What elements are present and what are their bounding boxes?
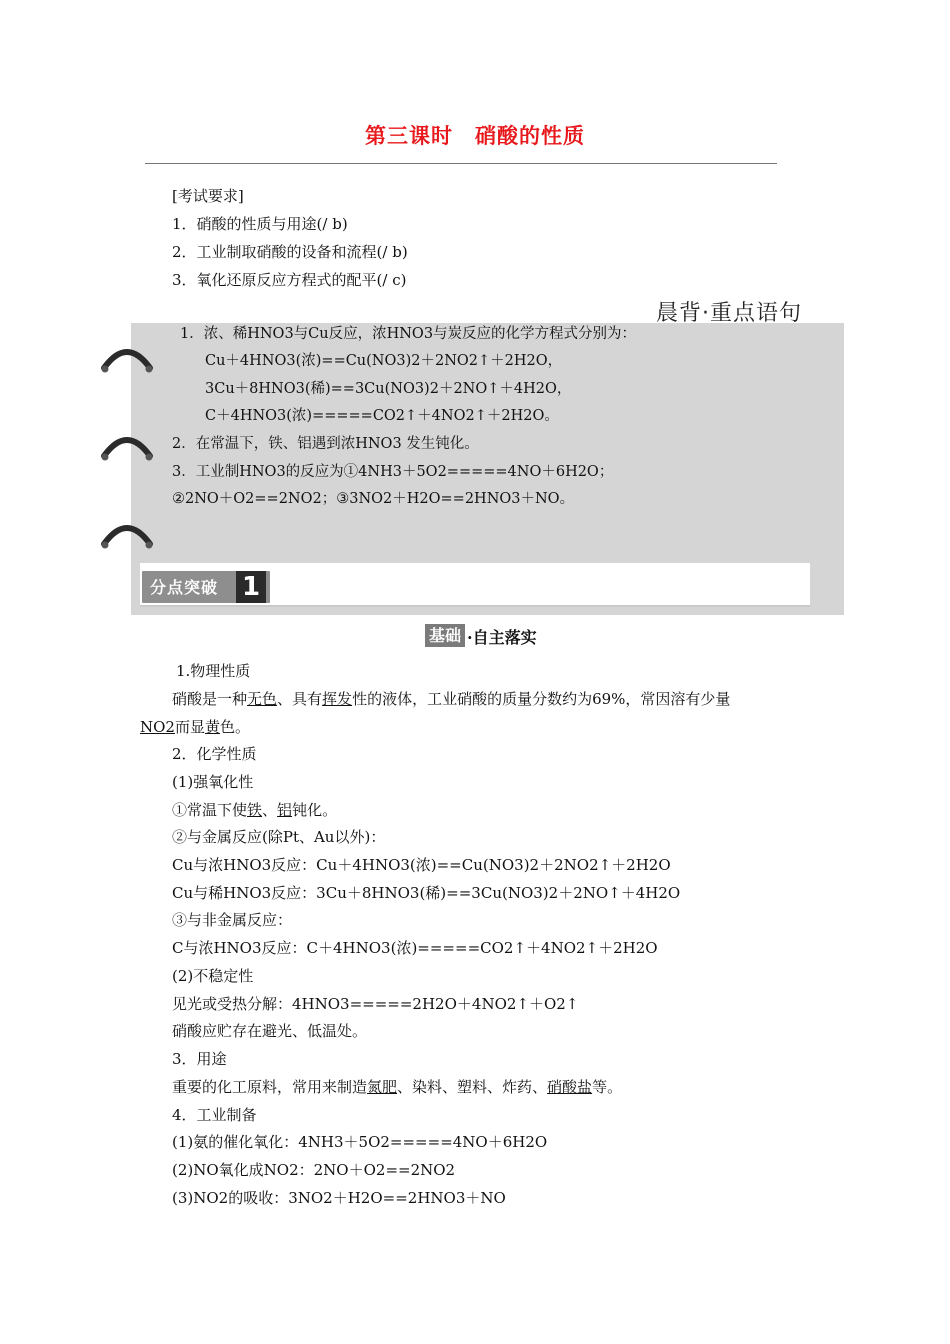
exam-requirement-item: 3．氧化还原反应方程式的配平(/ c) (172, 271, 407, 289)
subsection-title: ·自主落实 (467, 628, 537, 647)
page-title: 第三课时 硝酸的性质 (365, 123, 585, 148)
recite-line: ②2NO＋O2==2NO2；③3NO2＋H2O==2HNO3＋NO。 (172, 491, 575, 507)
nonmetal-reaction-heading: ③与非金属反应： (172, 911, 293, 929)
exam-requirement-item: 2．工业制取硝酸的设备和流程(/ b) (172, 243, 408, 261)
chemical-properties-heading: 2．化学性质 (172, 745, 257, 763)
storage-line: 硝酸应贮存在避光、低温处。 (172, 1022, 368, 1040)
subsection-badge: 基础 (425, 624, 465, 647)
binder-ring-icon (100, 342, 154, 382)
recite-line: 1．浓、稀HNO3与Cu反应，浓HNO3与炭反应的化学方程式分别为： (180, 326, 637, 342)
recite-line: 3Cu＋8HNO3(稀)==3Cu(NO3)2＋2NO↑＋4H2O， (205, 381, 572, 397)
recite-line: 3．工业制HNO3的反应为①4NH3＋5O2=====4NO＋6H2O； (172, 464, 614, 480)
section-banner-number: 1 (236, 571, 266, 603)
equation-line: Cu与浓HNO3反应：Cu＋4HNO3(浓)==Cu(NO3)2＋2NO2↑＋2H2O (172, 856, 671, 874)
recite-box-heading: 晨背·重点语句 (656, 301, 802, 326)
binder-ring-icon (100, 430, 154, 470)
physical-properties-text: 硝酸是一种无色、具有挥发性的液体，工业硝酸的质量分数约为69%，常因溶有少量 (172, 690, 731, 708)
uses-heading: 3．用途 (172, 1050, 227, 1068)
binder-ring-icon (100, 518, 154, 558)
passivation-line: ①常温下使铁、铝钝化。 (172, 801, 338, 819)
instability-heading: (2)不稳定性 (172, 967, 254, 985)
recite-line: 2．在常温下，铁、铝遇到浓HNO3 发生钝化。 (172, 436, 479, 452)
equation-line: Cu与稀HNO3反应：3Cu＋8HNO3(稀)==3Cu(NO3)2＋2NO↑＋4H2O (172, 884, 681, 902)
industrial-step: (3)NO2的吸收：3NO2＋H2O==2HNO3＋NO (172, 1189, 506, 1207)
physical-properties-heading: 1.物理性质 (176, 662, 251, 680)
subsection-header (425, 624, 537, 648)
recite-line: Cu＋4HNO3(浓)==Cu(NO3)2＋2NO2↑＋2H2O， (205, 353, 563, 369)
metal-reaction-heading: ②与金属反应(除Pt、Au以外)： (172, 828, 386, 846)
physical-properties-text-cont: NO2而显黄色。 (140, 718, 251, 736)
industrial-step: (1)氨的催化氧化：4NH3＋5O2=====4NO＋6H2O (172, 1133, 548, 1151)
section-banner-label: 分点突破 (150, 578, 219, 597)
uses-text: 重要的化工原料，常用来制造氮肥、染料、塑料、炸药、硝酸盐等。 (172, 1078, 623, 1096)
title-divider (145, 163, 777, 164)
recite-line: C＋4HNO3(浓)=====CO2↑＋4NO2↑＋2H2O。 (205, 408, 559, 424)
section-banner-badge (142, 571, 270, 603)
exam-requirements-heading: [考试要求] (172, 187, 244, 205)
equation-line: C与浓HNO3反应：C＋4HNO3(浓)=====CO2↑＋4NO2↑＋2H2O (172, 939, 658, 957)
section-banner (140, 563, 810, 607)
equation-line: 见光或受热分解：4HNO3=====2H2O＋4NO2↑＋O2↑ (172, 995, 579, 1013)
industrial-prep-heading: 4．工业制备 (172, 1106, 257, 1124)
industrial-step: (2)NO氧化成NO2：2NO＋O2==2NO2 (172, 1161, 456, 1179)
exam-requirement-item: 1．硝酸的性质与用途(/ b) (172, 215, 348, 233)
strong-oxidizing-heading: (1)强氧化性 (172, 773, 254, 791)
